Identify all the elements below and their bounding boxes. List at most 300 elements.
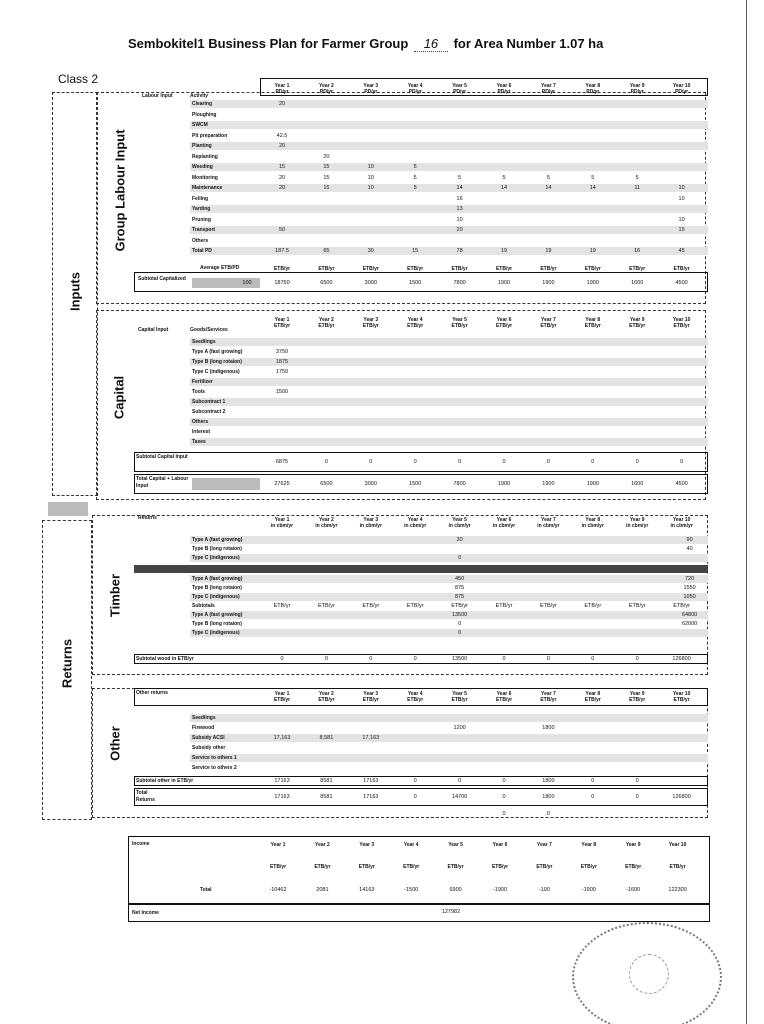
table-cell: 20 <box>278 143 286 149</box>
year-header: Year 5 <box>452 691 467 697</box>
table-cell: 20 <box>456 227 463 233</box>
goods-label: Taxes <box>192 439 206 445</box>
table-cell: 45 <box>678 248 685 254</box>
table-row <box>190 744 708 752</box>
year-header: Year 8 <box>581 842 597 848</box>
income-total-cell: 2081 <box>316 887 329 893</box>
table-cell: 20 <box>278 185 286 191</box>
extra-cell: 0 <box>546 811 550 817</box>
capital-subtotal-cell: 0 <box>502 459 506 465</box>
table-cell: 17,163 <box>273 735 291 741</box>
goods-label: Tools <box>192 389 205 395</box>
timber-subtotal-cell: 0 <box>324 656 328 662</box>
unit-header: ETB/yr <box>314 864 331 870</box>
other-total-cell: 8581 <box>320 794 333 800</box>
year-header: Year 3 <box>363 317 379 323</box>
timber-subtotal-cell: 0 <box>502 656 506 662</box>
unit-header: in cbm/yr <box>359 523 382 529</box>
table-row <box>190 438 708 446</box>
goods-label: Others <box>192 419 209 425</box>
year-header: Year 10 <box>668 842 687 848</box>
table-cell: 19 <box>589 248 596 254</box>
table-cell: 5 <box>413 185 417 191</box>
table-cell: 15 <box>278 164 286 170</box>
year-header: Year 10 <box>672 691 691 697</box>
timber-subtotal-cell: 0 <box>280 656 284 662</box>
other-total-cell: 17163 <box>274 794 290 800</box>
unit-header: ETB/yr <box>362 697 379 703</box>
unit-header: ETB/yr <box>273 697 291 703</box>
capital-label: Capital <box>111 375 127 420</box>
capital-total-cell: 1900 <box>497 481 511 487</box>
unit-header: ETB/yr <box>629 697 646 703</box>
table-cell: 3750 <box>275 349 289 355</box>
table-row <box>190 398 708 406</box>
subtotal-cell: 4500 <box>675 280 688 286</box>
goods-label: Seedlings <box>192 339 216 345</box>
year-header: Year 8 <box>585 83 601 89</box>
unit-header: ETB/yr <box>673 323 690 329</box>
other-item-label: Subsidy other <box>192 745 226 751</box>
page-title: Sembokitel1 Business Plan for Farmer Group 16 for Area Number 1.07 ha <box>128 36 604 51</box>
year-header: Year 6 <box>496 517 512 523</box>
table-cell: 10 <box>678 195 685 202</box>
etb-unit-header: ETB/yr <box>273 266 291 272</box>
table-cell: 10 <box>367 164 374 170</box>
other-subtotal-cell: 0 <box>458 778 462 784</box>
goods-col-header: Goods/Services <box>190 327 228 333</box>
other-total-cell: 0 <box>635 794 639 800</box>
etb-unit-header: ETB/yr <box>629 266 646 272</box>
other-total-cell: 0 <box>413 794 417 800</box>
table-cell: 16 <box>456 195 463 202</box>
year-header: Year 10 <box>672 517 691 523</box>
year-header: Year 4 <box>403 842 419 848</box>
table-cell: 19 <box>545 248 552 254</box>
table-cell: 1800 <box>542 725 555 731</box>
year-header: Year 1 <box>274 317 290 323</box>
table-cell: 1050 <box>683 594 696 600</box>
unit-header: PD/yr <box>675 89 689 95</box>
capital-total-cell: 3000 <box>364 481 377 487</box>
table-cell: 19 <box>500 248 508 254</box>
unit-header: PD/yr <box>630 89 644 95</box>
year-header: Year 6 <box>496 691 512 697</box>
other-item-label: Seedlings <box>192 715 216 721</box>
unit-header: ETB/yr <box>358 864 375 870</box>
returns-col-header: Returns <box>138 515 157 521</box>
timber-subtotal-cell: 0 <box>413 656 417 662</box>
table-cell: 42.5 <box>276 132 288 139</box>
timber-type-label: Type C (indigenous) <box>192 630 240 636</box>
etb-unit: ETB/yr <box>539 603 557 609</box>
table-row <box>190 378 708 386</box>
timber-type-label: Type A (fast growing) <box>192 537 243 543</box>
table-cell: 14 <box>500 185 508 191</box>
year-header: Year 2 <box>319 517 334 523</box>
capital-total-label: Total Capital + Labour Input <box>136 476 189 489</box>
timber-type-label: Type C (indigenous) <box>192 555 240 561</box>
unit-header: ETB/yr <box>625 864 642 870</box>
unit-header: in cbm/yr <box>670 523 693 529</box>
year-header: Year 9 <box>625 842 641 848</box>
table-cell: 450 <box>455 576 465 582</box>
year-header: Year 1 <box>274 517 290 523</box>
etb-unit-header: ETB/yr <box>540 266 557 272</box>
table-row <box>190 714 708 722</box>
etb-unit: ETB/yr <box>584 603 602 609</box>
table-cell: 15 <box>678 227 685 233</box>
table-cell: 13 <box>456 206 463 212</box>
table-cell: 5 <box>546 174 550 181</box>
unit-header: ETB/yr <box>269 864 287 870</box>
timber-type-label: Type B (long rotaion) <box>192 621 242 627</box>
table-cell: 15 <box>323 185 330 191</box>
other-returns-table <box>134 688 708 820</box>
table-cell: 1500 <box>275 389 289 395</box>
goods-label: Type B (long rotaion) <box>192 359 242 365</box>
capital-total-cell: 6500 <box>320 481 333 487</box>
etb-unit: ETB/yr <box>406 603 424 609</box>
table-cell: 64800 <box>681 612 698 618</box>
goods-label: Interest <box>192 429 211 435</box>
group-labour-label: Group Labour Input <box>112 129 128 252</box>
year-header: Year 2 <box>319 317 334 323</box>
avg-label: Average ETB/PD <box>200 265 240 271</box>
etb-unit-header: ETB/yr <box>318 266 335 272</box>
table-cell: 50 <box>278 227 286 233</box>
year-header: Year 7 <box>541 517 556 523</box>
capital-subtotal-label: Subtotal Capital Input <box>136 454 188 460</box>
table-cell: 10 <box>367 174 374 181</box>
table-cell: 5 <box>458 174 462 181</box>
timber-type-label: Type B (long rotaion) <box>192 585 242 591</box>
other-total-label: Total Returns <box>136 790 155 803</box>
income-total-cell: -1600 <box>626 887 641 893</box>
capital-subtotal-cell: 0 <box>680 459 684 465</box>
capital-total-cell: 4500 <box>675 481 688 487</box>
table-cell: 1875 <box>275 359 289 365</box>
activity-label: Total PD <box>192 248 212 254</box>
unit-header: PD/yr <box>275 89 289 95</box>
table-cell: 5 <box>502 174 506 181</box>
table-cell: 20 <box>323 153 330 160</box>
activity-label: Felling <box>192 195 209 202</box>
table-cell: 20 <box>278 174 286 181</box>
year-header: Year 10 <box>672 83 691 89</box>
capital-total-cell: 1900 <box>586 481 599 487</box>
capital-total-gray <box>192 478 260 490</box>
activity-label: Transport <box>192 227 216 233</box>
year-header: Year 3 <box>363 691 379 697</box>
unit-header: ETB/yr <box>536 864 553 870</box>
avg-etb-value: 100 <box>242 280 252 286</box>
table-row <box>190 111 708 119</box>
capital-col-header: Capital Input <box>138 327 169 333</box>
activity-label: SWCM <box>192 122 208 128</box>
unit-header: ETB/yr <box>273 323 291 329</box>
table-cell: 15 <box>323 174 330 181</box>
unit-header: in cbm/yr <box>581 523 604 529</box>
activity-label: Monitoring <box>192 174 218 181</box>
timber-subtotal-cell: 126800 <box>672 656 691 662</box>
year-header: Year 10 <box>672 317 691 323</box>
year-header: Year 5 <box>448 842 463 848</box>
activity-label: Clearing <box>192 101 213 107</box>
separator-block <box>48 502 88 516</box>
unit-header: ETB/yr <box>584 323 601 329</box>
unit-header: ETB/yr <box>580 864 597 870</box>
other-item-label: Service to others 1 <box>192 755 237 761</box>
unit-header: PD/yr <box>497 89 511 95</box>
etb-unit: ETB/yr <box>317 603 335 609</box>
activity-label: Maintenance <box>192 185 223 191</box>
year-header: Year 5 <box>452 83 467 89</box>
income-total-cell: -100 <box>538 887 550 893</box>
table-cell: 1550 <box>683 585 696 591</box>
table-row <box>190 418 708 426</box>
etb-unit: ETB/yr <box>628 603 646 609</box>
capital-table <box>134 314 708 498</box>
table-cell: 20 <box>278 101 286 107</box>
year-header: Year 9 <box>629 517 645 523</box>
table-cell: 8,581 <box>319 735 334 741</box>
timber-subtotal-cell: 13500 <box>451 656 468 662</box>
other-subtotal-cell: 0 <box>413 778 417 784</box>
table-cell: 0 <box>458 630 462 636</box>
table-cell: 5 <box>413 164 417 170</box>
year-header: Year 8 <box>585 317 601 323</box>
year-header: Year 9 <box>629 317 645 323</box>
table-cell: 10 <box>678 216 685 223</box>
unit-header: ETB/yr <box>403 864 420 870</box>
year-header: Year 7 <box>541 317 556 323</box>
unit-header: ETB/yr <box>540 697 557 703</box>
table-cell: 14 <box>456 185 463 191</box>
subtotal-cell: 1500 <box>409 280 422 286</box>
unit-header: ETB/yr <box>629 323 646 329</box>
subtotal-cell: 3000 <box>364 280 377 286</box>
etb-unit-header: ETB/yr <box>362 266 379 272</box>
etb-unit: ETB/yr <box>362 603 380 609</box>
year-header: Year 9 <box>629 691 645 697</box>
returns-label: Returns <box>59 638 75 689</box>
table-row <box>190 545 708 553</box>
other-col-header: Other returns <box>136 690 168 696</box>
unit-header: in cbm/yr <box>492 523 516 529</box>
year-header: Year 2 <box>315 842 330 848</box>
capital-total-cell: 1600 <box>631 481 644 487</box>
income-label: Income <box>132 841 150 847</box>
year-header: Year 3 <box>359 842 375 848</box>
etb-unit: ETB/yr <box>673 603 690 609</box>
table-row <box>190 428 708 436</box>
year-header: Year 1 <box>274 83 290 89</box>
table-cell: 14 <box>545 185 552 191</box>
capital-total-cell: 27625 <box>274 481 290 487</box>
net-income-box <box>128 904 710 922</box>
official-stamp <box>572 922 722 1024</box>
timber-type-label: Type A (fast growing) <box>192 576 243 582</box>
year-header: Year 3 <box>363 83 379 89</box>
other-label: Other <box>107 726 123 761</box>
timber-subtotal-cell: 0 <box>546 656 550 662</box>
etb-unit-header: ETB/yr <box>495 266 513 272</box>
table-cell: 15 <box>412 248 419 254</box>
timber-subtotal-label: Subtotal wood in ETB/yr <box>136 656 194 662</box>
table-cell: 1200 <box>453 725 466 731</box>
year-header: Year 8 <box>585 517 601 523</box>
year-header: Year 9 <box>629 83 645 89</box>
etb-unit: ETB/yr <box>451 603 468 609</box>
etb-unit-header: ETB/yr <box>407 266 424 272</box>
table-row <box>190 237 708 245</box>
year-header: Year 4 <box>407 317 423 323</box>
unit-header: ETB/yr <box>318 323 335 329</box>
etb-unit-header: ETB/yr <box>673 266 690 272</box>
unit-header: ETB/yr <box>407 323 424 329</box>
table-cell: 5 <box>413 174 417 181</box>
year-header: Year 1 <box>274 691 290 697</box>
table-cell: 875 <box>455 594 465 600</box>
unit-header: ETB/yr <box>451 697 468 703</box>
other-total-cell: 0 <box>502 794 506 800</box>
activity-label: Weeding <box>192 164 213 170</box>
activity-label: Pruning <box>192 216 211 223</box>
activity-label: Planting <box>192 143 212 149</box>
capital-subtotal-cell: 0 <box>591 459 595 465</box>
table-cell: 10 <box>367 185 374 191</box>
timber-label: Timber <box>107 573 123 618</box>
net-income-value: 127982 <box>441 909 461 915</box>
subtotal-cell: 18750 <box>274 280 290 286</box>
class-label: Class 2 <box>58 72 99 86</box>
etb-unit-header: ETB/yr <box>451 266 468 272</box>
activity-label: Others <box>192 237 209 244</box>
unit-header: ETB/yr <box>407 697 424 703</box>
other-subtotal-cell: 1800 <box>542 778 555 784</box>
table-cell: 14 <box>589 185 596 191</box>
income-total-cell: -10462 <box>269 887 287 893</box>
labour-col-header: Labour Input <box>142 93 173 99</box>
other-item-label: Service to others 2 <box>192 765 237 771</box>
year-header: Year 2 <box>319 691 334 697</box>
timber-type-label: Type A (fast growing) <box>192 612 243 618</box>
table-row <box>190 338 708 346</box>
goods-label: Type C (indigenous) <box>192 369 240 375</box>
table-cell: 11 <box>634 185 641 191</box>
timber-subtotal-cell: 0 <box>591 656 595 662</box>
income-total-cell: -1900 <box>581 887 596 893</box>
year-header: Year 7 <box>541 691 556 697</box>
capital-subtotal-cell: 0 <box>458 459 462 465</box>
activity-label: Ploughing <box>192 111 217 118</box>
income-table <box>128 836 710 928</box>
unit-header: PD/yr <box>364 89 378 95</box>
unit-header: PD/yr <box>453 89 467 95</box>
other-total-cell: 1800 <box>542 794 555 800</box>
timber-type-label: Type C (indigenous) <box>192 594 240 600</box>
unit-header: PD/yr <box>541 89 555 95</box>
other-subtotal-cell: 17163 <box>363 778 379 784</box>
year-header: Year 3 <box>363 517 379 523</box>
goods-label: Subcontract 2 <box>192 409 226 415</box>
unit-header: ETB/yr <box>584 697 601 703</box>
other-total-cell: 14700 <box>451 794 468 800</box>
timber-table <box>134 514 708 672</box>
dark-band <box>134 565 708 573</box>
capital-subtotal-cell: 0 <box>413 459 417 465</box>
year-header: Year 7 <box>541 83 556 89</box>
table-cell: 90 <box>686 537 693 543</box>
table-cell: 78 <box>456 248 463 254</box>
income-total-cell: -1500 <box>404 887 419 893</box>
table-cell: 5 <box>591 174 595 181</box>
other-total-cell: 0 <box>591 794 595 800</box>
other-subtotal-cell: 0 <box>502 778 506 784</box>
unit-header: ETB/yr <box>451 323 468 329</box>
unit-header: in cbm/yr <box>448 523 471 529</box>
table-cell: 62000 <box>681 621 698 627</box>
unit-header: ETB/yr <box>673 697 690 703</box>
table-cell: 15 <box>323 164 330 170</box>
other-total-cell: 17163 <box>363 794 379 800</box>
table-row <box>190 408 708 416</box>
income-total-cell: -1900 <box>492 887 508 893</box>
table-cell: 13500 <box>451 612 468 618</box>
unit-header: in cbm/yr <box>404 523 427 529</box>
table-cell: 10 <box>678 185 685 191</box>
subtotal-cell: 1900 <box>497 280 511 286</box>
etb-unit: ETB/yr <box>495 603 513 609</box>
income-total-cell: 14163 <box>359 887 375 893</box>
activity-label: Yarding <box>192 206 211 212</box>
unit-header: ETB/yr <box>318 697 335 703</box>
goods-label: Fertilizer <box>192 379 213 385</box>
table-cell: 0 <box>458 621 462 627</box>
other-subtotal-cell: 0 <box>635 778 639 784</box>
etb-unit: ETB/yr <box>273 603 291 609</box>
goods-label: Subcontract 1 <box>192 399 226 405</box>
group-number: 16 <box>414 36 448 52</box>
capital-subtotal-cell: 0 <box>546 459 550 465</box>
unit-header: ETB/yr <box>447 864 464 870</box>
subtotal-cell: 7800 <box>453 280 466 286</box>
group-labour-table <box>134 78 708 300</box>
table-cell: 30 <box>367 248 374 254</box>
unit-header: in cbm/yr <box>537 523 560 529</box>
capital-subtotal-cell: 6875 <box>275 459 289 465</box>
unit-header: ETB/yr <box>491 864 509 870</box>
other-subtotal-cell: 0 <box>591 778 595 784</box>
other-total-cell: 126800 <box>672 794 691 800</box>
capital-subtotal-cell: 0 <box>369 459 373 465</box>
year-header: Year 6 <box>492 842 508 848</box>
timber-subtotal-cell: 0 <box>635 656 639 662</box>
year-header: Year 4 <box>407 517 423 523</box>
table-row <box>190 764 708 772</box>
capital-total-cell: 1900 <box>542 481 555 487</box>
other-item-label: Subsidy ACSI <box>192 735 225 741</box>
year-header: Year 5 <box>452 517 467 523</box>
table-cell: 0 <box>458 555 462 561</box>
table-row <box>190 754 708 762</box>
goods-label: Type A (fast growing) <box>192 349 243 355</box>
year-header: Year 4 <box>407 691 423 697</box>
subtotals-label: Subtotals <box>192 603 215 609</box>
activity-col-header: Activity <box>190 93 209 99</box>
year-header: Year 7 <box>537 842 552 848</box>
